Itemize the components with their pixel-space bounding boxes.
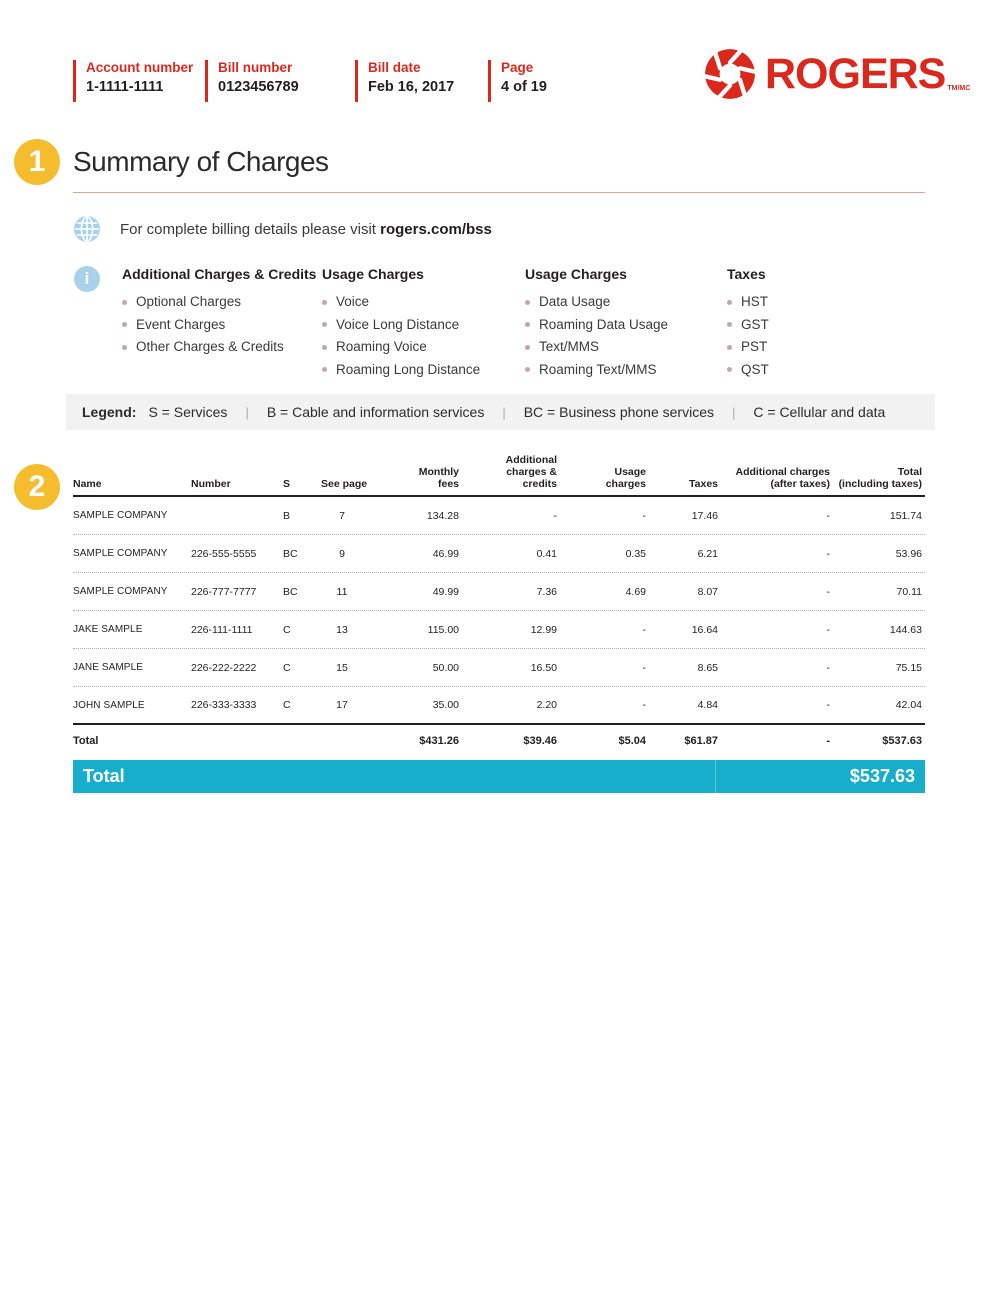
cell-addl_after: - xyxy=(826,699,830,711)
title-divider xyxy=(73,192,925,193)
table-row xyxy=(73,535,925,573)
legend-item: C = Cellular and data xyxy=(753,404,886,420)
cell-name: SAMPLE COMPANY xyxy=(73,510,168,521)
header-field-value: 0123456789 xyxy=(218,79,299,95)
charge-category-column xyxy=(727,266,935,381)
header-field-value: 1-1111-1111 xyxy=(86,79,164,95)
cell-number: 226-555-5555 xyxy=(191,547,257,560)
header-field xyxy=(355,60,454,102)
charge-category-header: Additional Charges & Credits xyxy=(122,266,317,282)
legend-bar xyxy=(66,394,935,430)
charge-category-item xyxy=(122,336,322,359)
cell-total: 151.74 xyxy=(889,509,922,522)
total-cell-addl: $39.46 xyxy=(523,734,557,747)
section-number-2: 2 xyxy=(28,470,46,503)
cell-taxes: 4.84 xyxy=(697,699,718,711)
charge-category-item xyxy=(525,314,727,337)
cell-number: 226-777-7777 xyxy=(191,585,257,598)
charge-category-item xyxy=(727,336,935,359)
column-header-addl_after: Additional charges (after taxes) xyxy=(735,466,830,490)
cell-monthly: 35.00 xyxy=(432,699,459,711)
charge-category-item-label: Roaming Voice xyxy=(336,339,427,354)
table-row xyxy=(73,649,925,687)
cell-total: 53.96 xyxy=(895,547,922,560)
bullet-icon xyxy=(525,367,530,372)
charge-category-item xyxy=(122,291,322,314)
cell-addl_after: - xyxy=(826,509,830,522)
cell-addl: 7.36 xyxy=(536,585,557,598)
cell-usage: - xyxy=(642,699,646,711)
cell-s: C xyxy=(283,661,291,674)
charge-category-item xyxy=(322,291,525,314)
cell-s: BC xyxy=(283,547,298,560)
charge-category-item-label: Text/MMS xyxy=(539,339,600,354)
charge-category-item-label: QST xyxy=(741,361,769,377)
charge-category-item-label: Roaming Text/MMS xyxy=(539,361,657,377)
cell-s: BC xyxy=(283,585,298,598)
charge-category-column xyxy=(122,266,322,381)
cell-usage: - xyxy=(642,661,646,674)
column-header-addl: Additional charges & credits xyxy=(505,454,557,490)
charges-table xyxy=(73,447,925,793)
cell-number: 226-222-2222 xyxy=(191,661,257,674)
total-cell-addl_after: - xyxy=(826,734,830,747)
cell-page: 13 xyxy=(336,623,348,636)
total-cell-taxes: $61.87 xyxy=(684,734,718,747)
cell-usage: 0.35 xyxy=(625,547,646,560)
table-header-row xyxy=(73,447,925,497)
cell-monthly: 46.99 xyxy=(432,547,459,560)
grand-total-value: $537.63 xyxy=(849,766,915,786)
bullet-icon xyxy=(727,345,732,350)
section-number-badge-1 xyxy=(14,139,60,185)
cell-page: 11 xyxy=(336,585,348,598)
table-row xyxy=(73,573,925,611)
charge-category-item-label: HST xyxy=(741,294,768,309)
globe-icon xyxy=(74,216,100,242)
table-body xyxy=(73,497,925,725)
table-row xyxy=(73,687,925,725)
cell-total: 70.11 xyxy=(896,585,922,598)
header-field-label: Bill date xyxy=(368,60,421,75)
rogers-swirl-icon xyxy=(703,47,757,101)
cell-number: 226-111-1111 xyxy=(191,623,253,636)
bullet-icon xyxy=(122,300,127,305)
bullet-icon xyxy=(322,322,327,327)
cell-addl: 2.20 xyxy=(536,699,557,711)
bullet-icon xyxy=(322,367,327,372)
cell-name: JANE SAMPLE xyxy=(73,662,144,673)
rogers-logo xyxy=(703,47,970,101)
charge-category-item-label: Data Usage xyxy=(539,294,611,309)
column-header-monthly: Monthly fees xyxy=(418,466,459,490)
legend-separator: | xyxy=(502,405,506,420)
legend-item: BC = Business phone services xyxy=(523,404,714,420)
cell-name: JAKE SAMPLE xyxy=(73,624,143,635)
charge-category-item xyxy=(727,314,935,337)
page-title: Summary of Charges xyxy=(73,146,329,177)
header-field-value: Feb 16, 2017 xyxy=(368,79,455,95)
cell-taxes: 8.07 xyxy=(697,585,718,598)
charge-category-column xyxy=(322,266,525,381)
charge-category-item xyxy=(322,359,525,382)
charge-category-item-label: Voice Long Distance xyxy=(336,316,460,332)
charge-category-header: Usage Charges xyxy=(525,266,627,282)
legend-label: Legend: xyxy=(82,404,137,420)
table-total-row xyxy=(73,725,925,756)
cell-total: 75.15 xyxy=(895,661,922,674)
charge-category-item xyxy=(525,291,727,314)
bullet-icon xyxy=(122,345,127,350)
cell-addl: 12.99 xyxy=(530,623,557,636)
cell-addl_after: - xyxy=(826,623,830,636)
bullet-icon xyxy=(727,322,732,327)
cell-taxes: 17.46 xyxy=(691,509,718,522)
cell-page: 7 xyxy=(339,509,345,522)
bullet-icon xyxy=(322,300,327,305)
bullet-icon xyxy=(727,367,732,372)
cell-number: 226-333-3333 xyxy=(191,699,257,711)
legend-items xyxy=(148,404,885,420)
billing-note-url: rogers.com/bss xyxy=(380,220,492,238)
cell-page: 9 xyxy=(339,547,345,560)
section-number-badge-2 xyxy=(14,464,60,510)
charge-category-item xyxy=(322,314,525,337)
charge-category-header: Taxes xyxy=(727,266,766,282)
grand-total-label: Total xyxy=(83,766,125,786)
charge-category-column xyxy=(525,266,727,381)
billing-note-text xyxy=(120,221,492,238)
header-field xyxy=(488,60,547,102)
cell-monthly: 134.28 xyxy=(426,509,459,522)
bullet-icon xyxy=(322,345,327,350)
cell-addl_after: - xyxy=(826,547,830,560)
trademark-text: TM/MC xyxy=(947,85,971,92)
info-icon: i xyxy=(74,266,100,292)
header-field xyxy=(205,60,299,102)
column-header-page: See page xyxy=(321,478,368,490)
cell-total: 144.63 xyxy=(889,623,922,636)
charge-category-item-label: Roaming Long Distance xyxy=(336,361,481,377)
header-field-label: Account number xyxy=(86,60,194,75)
charge-category-item-label: Roaming Data Usage xyxy=(539,316,669,332)
charge-category-item-label: GST xyxy=(741,316,769,332)
cell-name: JOHN SAMPLE xyxy=(73,699,145,711)
bullet-icon xyxy=(525,300,530,305)
cell-page: 17 xyxy=(336,699,348,711)
bullet-icon xyxy=(525,322,530,327)
charge-category-item-label: Other Charges & Credits xyxy=(136,339,284,354)
column-header-usage: Usage charges xyxy=(605,466,646,490)
cell-taxes: 6.21 xyxy=(697,547,718,560)
grand-total-bar xyxy=(73,760,925,793)
total-cell-monthly: $431.26 xyxy=(419,734,459,747)
bullet-icon xyxy=(122,322,127,327)
legend-separator: | xyxy=(731,405,736,420)
charge-category-item-label: Event Charges xyxy=(136,316,226,332)
charge-category-item xyxy=(322,336,525,359)
charge-category-item xyxy=(727,359,935,382)
bullet-icon xyxy=(525,345,530,350)
cell-addl_after: - xyxy=(826,661,830,674)
cell-addl_after: - xyxy=(826,585,830,598)
total-cell-total: $537.63 xyxy=(882,734,922,747)
cell-addl: 0.41 xyxy=(536,547,557,560)
cell-taxes: 16.64 xyxy=(691,623,718,636)
cell-monthly: 50.00 xyxy=(432,661,459,674)
cell-name: SAMPLE COMPANY xyxy=(73,548,168,559)
charge-category-item xyxy=(122,314,322,337)
cell-name: SAMPLE COMPANY xyxy=(73,586,168,597)
billing-note-prefix: For complete billing details please visit xyxy=(120,220,376,238)
cell-s: C xyxy=(283,699,291,711)
header-field-label: Bill number xyxy=(218,60,293,75)
charge-category-item xyxy=(525,359,727,382)
column-header-number: Number xyxy=(191,478,231,490)
header-field-value: 4 of 19 xyxy=(501,79,547,95)
table-row xyxy=(73,611,925,649)
cell-monthly: 49.99 xyxy=(432,585,459,598)
cell-total: 42.04 xyxy=(895,699,922,711)
column-header-taxes: Taxes xyxy=(689,478,718,490)
cell-usage: 4.69 xyxy=(625,585,646,598)
cell-usage: - xyxy=(642,623,646,636)
cell-addl: 16.50 xyxy=(530,661,557,674)
cell-monthly: 115.00 xyxy=(427,623,459,636)
legend-item: S = Services xyxy=(148,404,228,420)
charge-category-item xyxy=(727,291,935,314)
column-header-s: S xyxy=(283,478,291,490)
cell-taxes: 8.65 xyxy=(697,661,718,674)
cell-usage: - xyxy=(642,509,646,522)
total-cell-name: Total xyxy=(73,734,99,747)
total-cell-usage: $5.04 xyxy=(618,734,646,747)
charge-category-item xyxy=(525,336,727,359)
charge-categories xyxy=(122,266,935,381)
section-number-1: 1 xyxy=(28,145,46,178)
charge-category-item-label: PST xyxy=(741,339,768,354)
column-header-name: Name xyxy=(73,478,102,490)
header-field-label: Page xyxy=(501,60,534,75)
charge-category-header: Usage Charges xyxy=(322,266,424,282)
charge-category-item-label: Optional Charges xyxy=(136,294,242,309)
rogers-wordmark: ROGERS xyxy=(765,50,946,98)
billing-note xyxy=(74,216,492,242)
cell-s: B xyxy=(283,509,291,522)
bullet-icon xyxy=(727,300,732,305)
header-field xyxy=(73,60,193,102)
charge-category-item-label: Voice xyxy=(336,294,370,309)
legend-separator: | xyxy=(245,405,249,420)
cell-addl: - xyxy=(553,509,557,522)
cell-s: C xyxy=(283,623,291,636)
grand-total-divider xyxy=(715,760,716,793)
legend-item: B = Cable and information services xyxy=(266,404,485,420)
table-row xyxy=(73,497,925,535)
column-header-total: Total (including taxes) xyxy=(838,466,922,490)
cell-page: 15 xyxy=(336,661,348,674)
